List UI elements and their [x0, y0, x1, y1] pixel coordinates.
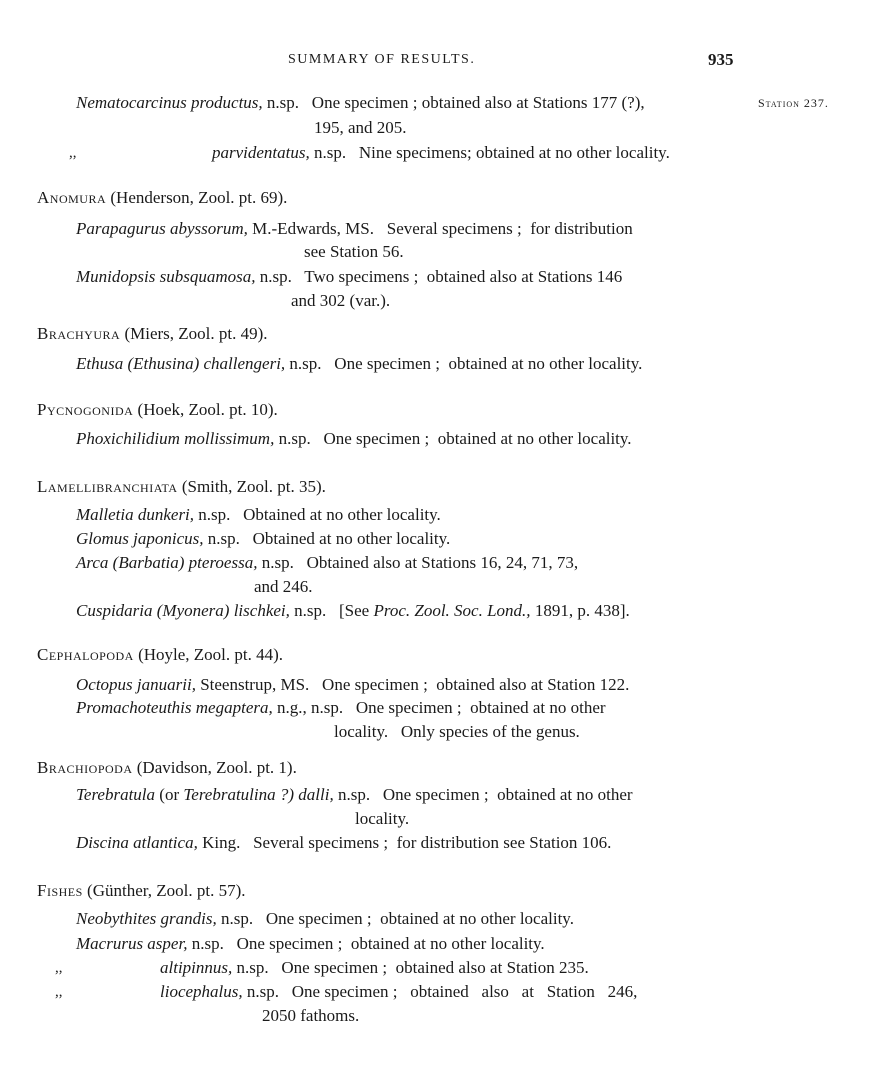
- section-heading: [37, 758, 297, 778]
- entry-text: M.-Edwards, MS. Several specimens ; for distribution: [247, 219, 633, 238]
- entry-line: [334, 722, 580, 742]
- ditto-mark: ,,: [55, 960, 63, 976]
- species-name: Discina atlantica,: [76, 833, 198, 852]
- entry-line: [291, 291, 390, 311]
- species-name: Malletia dunkeri,: [76, 505, 195, 524]
- heading-label: Fishes: [37, 881, 83, 900]
- entry-text: 195, and 205.: [314, 118, 407, 137]
- entry-line: [76, 785, 633, 805]
- entry-text: (Henderson, Zool. pt. 69).: [106, 188, 288, 207]
- station-note: Station 237.: [758, 96, 829, 110]
- species-name: Terebratula: [76, 785, 156, 804]
- entry-line: [76, 267, 622, 287]
- entry-text: n.g., n.sp. One specimen ; obtained at no other: [272, 698, 606, 717]
- entry-text: (Davidson, Zool. pt. 1).: [132, 758, 297, 777]
- entry-line: [76, 833, 611, 853]
- entry-text: n.sp. One specimen ; obtained at no other locality.: [285, 354, 643, 373]
- entry-text: (Hoek, Zool. pt. 10).: [133, 400, 278, 419]
- species-name: Glomus japonicus,: [76, 529, 204, 548]
- entry-text: (Hoyle, Zool. pt. 44).: [133, 645, 284, 664]
- entry-line: [262, 1006, 359, 1026]
- running-title: SUMMARY OF RESULTS.: [288, 52, 476, 67]
- entry-line: [212, 143, 670, 163]
- entry-text: n.sp. Obtained at no other locality.: [194, 505, 441, 524]
- entry-line: [76, 601, 630, 621]
- entry-text: n.sp. One specimen ; obtained also at Station 235.: [232, 958, 589, 977]
- section-heading: [37, 881, 245, 901]
- section-heading: [37, 477, 326, 497]
- entry-text: n.sp. One specimen ; obtained at no other locality.: [274, 429, 632, 448]
- entry-text: Steenstrup, MS. One specimen ; obtained also at Station 122.: [195, 675, 630, 694]
- species-name: Cuspidaria (Myonera) lischkei,: [76, 601, 290, 620]
- entry-text: (Smith, Zool. pt. 35).: [177, 477, 326, 496]
- species-name: Phoxichilidium mollissimum,: [76, 429, 275, 448]
- entry-line: [314, 118, 407, 138]
- ditto-mark: ,,: [55, 984, 63, 1000]
- entry-text: locality. Only species of the genus.: [334, 722, 580, 741]
- species-name: liocephalus,: [160, 982, 243, 1001]
- entry-text: 2050 fathoms.: [262, 1006, 360, 1025]
- section-heading: [37, 188, 287, 208]
- heading-label: Brachyura: [37, 324, 121, 343]
- species-name: parvidentatus,: [212, 143, 310, 162]
- entry-line: [304, 242, 404, 262]
- species-name: Proc. Zool. Soc. Lond.,: [373, 601, 531, 620]
- entry-text: see Station 56.: [304, 242, 404, 261]
- section-heading: [37, 400, 278, 420]
- species-name: Macrurus asper,: [76, 934, 188, 953]
- entry-text: (Miers, Zool. pt. 49).: [120, 324, 268, 343]
- entry-text: n.sp. Nine specimens; obtained at no other locality.: [309, 143, 670, 162]
- entry-text: (Günther, Zool. pt. 57).: [82, 881, 246, 900]
- entry-line: [76, 505, 441, 525]
- species-name: Terebratulina ?) dalli,: [183, 785, 334, 804]
- species-name: Ethusa (Ethusina) challengeri,: [76, 354, 286, 373]
- entry-text: King. Several specimens ; for distribution see Station 106.: [197, 833, 612, 852]
- species-name: Nematocarcinus productus,: [76, 93, 263, 112]
- entry-line: [76, 698, 606, 718]
- ditto-mark: ,,: [69, 145, 77, 161]
- entry-text: n.sp. One specimen ; obtained at no other locality.: [187, 934, 545, 953]
- section-heading: [37, 324, 268, 344]
- heading-label: Lamellibranchiata: [37, 477, 178, 496]
- entry-line: [76, 675, 629, 695]
- entry-text: n.sp. One specimen ; obtained at no other locality.: [216, 909, 574, 928]
- entry-text: n.sp. One specimen ; obtained at no other: [333, 785, 633, 804]
- page-number: 935: [708, 50, 734, 69]
- entry-line: [76, 219, 633, 239]
- species-name: Promachoteuthis megaptera,: [76, 698, 273, 717]
- entry-line: [76, 429, 632, 449]
- species-name: altipinnus,: [160, 958, 233, 977]
- entry-text: (or: [155, 785, 184, 804]
- entry-text: n.sp. Two specimens ; obtained also at Stations 146: [255, 267, 623, 286]
- entry-text: and 246.: [254, 577, 313, 596]
- heading-label: Pycnogonida: [37, 400, 134, 419]
- entry-line: [355, 809, 409, 829]
- entry-line: [76, 934, 545, 954]
- species-name: Munidopsis subsquamosa,: [76, 267, 256, 286]
- species-name: Parapagurus abyssorum,: [76, 219, 248, 238]
- entry-text: n.sp. [See: [289, 601, 374, 620]
- entry-text: n.sp. One specimen ; obtained also at Stations 177 (?),: [262, 93, 645, 112]
- entry-text: n.sp. One specimen ; obtained also at Station 246,: [242, 982, 638, 1001]
- entry-text: n.sp. Obtained also at Stations 16, 24, 71, 73,: [257, 553, 579, 572]
- entry-line: [76, 93, 645, 113]
- heading-label: Brachiopoda: [37, 758, 133, 777]
- species-name: Octopus januarii,: [76, 675, 196, 694]
- entry-text: 1891, p. 438].: [530, 601, 630, 620]
- entry-line: [160, 958, 589, 978]
- entry-line: [160, 982, 637, 1002]
- species-name: Arca (Barbatia) pteroessa,: [76, 553, 258, 572]
- entry-line: [76, 909, 574, 929]
- species-name: Neobythites grandis,: [76, 909, 217, 928]
- heading-label: Anomura: [37, 188, 107, 207]
- entry-line: [76, 529, 450, 549]
- entry-text: and 302 (var.).: [291, 291, 391, 310]
- entry-line: [76, 553, 578, 573]
- entry-line: [254, 577, 313, 597]
- entry-text: n.sp. Obtained at no other locality.: [203, 529, 451, 548]
- entry-text: locality.: [355, 809, 410, 828]
- entry-line: [76, 354, 642, 374]
- heading-label: Cephalopoda: [37, 645, 134, 664]
- section-heading: [37, 645, 283, 665]
